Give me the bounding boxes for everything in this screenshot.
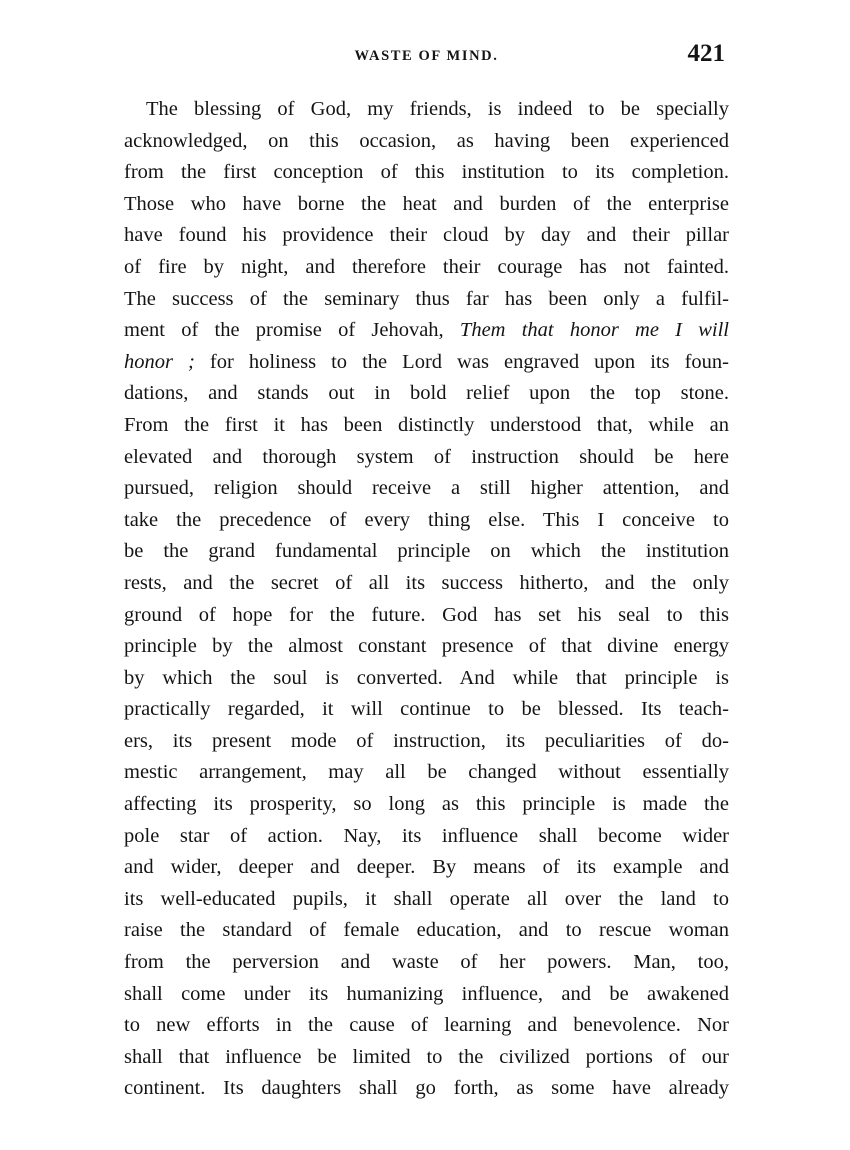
text-line: by which the soul is converted. And while that principle is xyxy=(124,666,729,689)
text-line: shall come under its humanizing influence, and be awakened xyxy=(124,982,729,1005)
text-line: be the grand fundamental principle on which the institution xyxy=(124,540,729,563)
text-line: The success of the seminary thus far has been only a fulfil- xyxy=(124,287,729,310)
text-line-with-quote xyxy=(124,315,729,347)
running-head xyxy=(124,40,729,76)
text-line: from the first conception of this institution to its completion. xyxy=(124,161,729,184)
text-line: from the perversion and waste of her powers. Man, too, xyxy=(124,951,729,974)
page-number: 421 xyxy=(687,40,725,67)
text-line: mestic arrangement, may all be changed without essentially xyxy=(124,761,729,784)
text-line: ground of hope for the future. God has set his seal to this xyxy=(124,603,729,626)
text-line: rests, and the secret of all its success hitherto, and the only xyxy=(124,571,729,594)
text-line: ers, its present mode of instruction, its peculiarities of do- xyxy=(124,729,729,752)
text-line: practically regarded, it will continue to be blessed. Its teach- xyxy=(124,698,729,721)
italic-quote: honor ; xyxy=(124,350,195,373)
text-line: acknowledged, on this occasion, as having been experienced xyxy=(124,129,729,152)
text-line: The blessing of God, my friends, is indeed to be specially xyxy=(146,98,729,120)
text-line: raise the standard of female education, and to rescue woman xyxy=(124,919,729,942)
text-line: shall that influence be limited to the civilized portions of our xyxy=(124,1045,729,1068)
text-line: take the precedence of every thing else. This I conceive to xyxy=(124,508,729,531)
text-line: have found his providence their cloud by day and their pillar xyxy=(124,224,729,247)
text-line: dations, and stands out in bold relief upon the top stone. xyxy=(124,382,729,405)
body-text xyxy=(124,94,729,1105)
text-line: affecting its prosperity, so long as this principle is made the xyxy=(124,793,729,816)
text-line: of fire by night, and therefore their courage has not fainted. xyxy=(124,255,729,278)
text-line: From the first it has been distinctly understood that, while an xyxy=(124,413,729,436)
text-line-with-quote xyxy=(124,347,729,379)
text-line: pole star of action. Nay, its influence shall become wider xyxy=(124,824,729,847)
text-line: its well-educated pupils, it shall operate all over the land to xyxy=(124,887,729,910)
text-line: elevated and thorough system of instruction should be here xyxy=(124,445,729,468)
text-line: principle by the almost constant presence of that divine energy xyxy=(124,635,729,658)
text-line: pursued, religion should receive a still higher attention, and xyxy=(124,477,729,500)
text-line: Those who have borne the heat and burden of the enterprise xyxy=(124,192,729,215)
text-segment: for holiness to the Lord was engraved upon its foun- xyxy=(209,350,730,373)
text-line: and wider, deeper and deeper. By means of its example and xyxy=(124,856,729,879)
text-line: continent. Its daughters shall go forth, as some have already xyxy=(124,1077,729,1100)
text-segment: ment of the promise of Jehovah, xyxy=(124,319,444,342)
text-line: to new efforts in the cause of learning and benevolence. Nor xyxy=(124,1014,729,1037)
italic-quote: Them that honor me I will xyxy=(459,319,729,342)
running-title: WASTE OF MIND. xyxy=(354,48,499,64)
